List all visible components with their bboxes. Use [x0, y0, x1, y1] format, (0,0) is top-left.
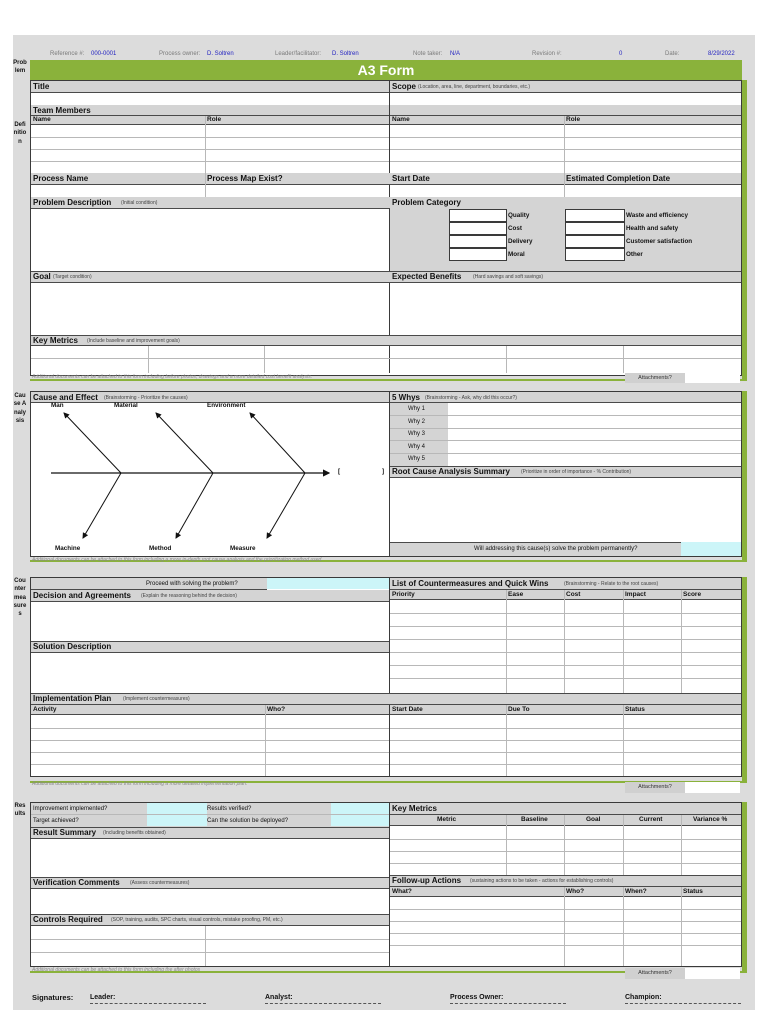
signatures-label: Signatures:: [32, 993, 74, 1002]
signature-champion-line[interactable]: [625, 1003, 741, 1004]
followup-label: Follow-up Actions: [392, 876, 462, 885]
section-problem-definition: [30, 80, 742, 376]
countermeasures-hint: (Brainstorming - Relate to the root causes): [564, 581, 659, 587]
impl-due-col: Due To: [508, 706, 530, 713]
delivery-label: Delivery: [508, 238, 533, 245]
signature-analyst-label: Analyst:: [265, 994, 293, 1001]
waste-checkbox[interactable]: [565, 209, 625, 222]
definition-attachments-label: Attachments?: [625, 373, 685, 383]
solution-deployed-input[interactable]: [331, 815, 389, 826]
solution-input[interactable]: [33, 655, 388, 691]
team-members-header: [31, 105, 741, 116]
verification-input[interactable]: [33, 891, 388, 913]
team-name-col-1: Name: [33, 116, 51, 123]
other-label: Other: [626, 251, 643, 258]
counter-attachments-label: Attachments?: [625, 782, 685, 793]
variance-col: Variance %: [693, 816, 728, 823]
side-label-countermeasures: Countermeasures: [13, 578, 27, 618]
implementation-label: Implementation Plan: [33, 694, 112, 703]
team-columns-header: [31, 116, 741, 125]
why-2-label: Why 2: [408, 419, 426, 425]
note-taker-value[interactable]: N/A: [450, 51, 461, 57]
problem-description-hint: (Initial condition): [121, 200, 158, 206]
cause-method: Method: [149, 545, 172, 552]
bone-measure: [267, 473, 305, 538]
cause-material: Material: [114, 402, 138, 409]
bone-material: [156, 413, 213, 473]
why-4-label: Why 4: [408, 444, 426, 450]
proceed-label: Proceed with solving the problem?: [146, 581, 238, 587]
solve-permanently-label: Will addressing this cause(s) solve the problem permanently?: [474, 546, 638, 552]
cause-effect-hint: (Brainstorming - Prioritize the causes): [104, 395, 188, 401]
section-cause-analysis: [30, 391, 742, 557]
result-summary-hint: (Including benefits obtained): [103, 830, 166, 836]
bone-man: [64, 413, 121, 473]
controls-required-hint: (SOP, training, audits, SPC charts, visual controls, mistake proofing, PM, etc.): [111, 917, 283, 923]
side-label-problem: Problem: [13, 60, 27, 75]
cost-checkbox[interactable]: [449, 222, 507, 235]
scope-input[interactable]: [392, 95, 739, 105]
section-countermeasures: [30, 577, 742, 777]
process-map-input[interactable]: [207, 186, 387, 196]
why-1-label: Why 1: [408, 406, 426, 412]
followup-hint: (sustaining actions to be taken - actions for establishing controls): [470, 878, 614, 884]
result-summary-label: Result Summary: [33, 828, 97, 837]
definition-attachments-input[interactable]: [685, 373, 740, 383]
effect-bracket-close: ]: [382, 468, 385, 475]
revision-value[interactable]: 0: [619, 51, 623, 57]
decision-label: Decision and Agreements: [33, 591, 131, 600]
customer-checkbox[interactable]: [565, 235, 625, 248]
fishbone-diagram: [31, 403, 389, 556]
signature-leader-label: Leader:: [90, 994, 116, 1001]
cm-ease-col: Ease: [508, 591, 524, 598]
improvement-implemented-input[interactable]: [147, 803, 207, 814]
process-map-label: Process Map Exist?: [207, 174, 283, 183]
start-date-input[interactable]: [392, 186, 562, 196]
current-col: Current: [639, 816, 663, 823]
process-name-input[interactable]: [33, 186, 203, 196]
signature-leader-line[interactable]: [90, 1003, 206, 1004]
customer-label: Customer satisfaction: [626, 238, 693, 245]
proceed-input[interactable]: [267, 578, 389, 589]
rca-summary-input[interactable]: [392, 480, 739, 540]
five-whys-label: 5 Whys: [392, 393, 421, 402]
leader-value[interactable]: D. Soltren: [332, 51, 359, 57]
delivery-checkbox[interactable]: [449, 235, 507, 248]
team-name-col-2: Name: [392, 116, 410, 123]
est-completion-input[interactable]: [566, 186, 739, 196]
counter-attachments-input[interactable]: [685, 782, 740, 793]
results-note: Additional documents can be attached to this form including the after photos: [32, 967, 201, 973]
results-attachments-label: Attachments?: [625, 968, 685, 979]
process-name-label: Process Name: [33, 174, 89, 183]
signature-analyst-line[interactable]: [265, 1003, 381, 1004]
side-label-definition: Definition: [13, 122, 27, 145]
key-metrics-label: Key Metrics: [33, 336, 78, 345]
impl-status-col: Status: [625, 706, 645, 713]
leader-label: Leader/facilitator:: [275, 51, 322, 57]
five-whys-hint: (Brainstorming - Ask, why did this occur?): [425, 395, 517, 401]
signature-champion-label: Champion:: [625, 994, 662, 1001]
solution-label: Solution Description: [33, 642, 112, 651]
reference-label: Reference #:: [50, 51, 85, 57]
reference-value[interactable]: 000-0001: [91, 51, 117, 57]
effect-bracket-open: [: [338, 468, 341, 475]
why-5-label: Why 5: [408, 456, 426, 462]
est-completion-label: Estimated Completion Date: [566, 174, 671, 183]
team-role-col-2: Role: [566, 116, 581, 123]
moral-checkbox[interactable]: [449, 248, 507, 261]
health-checkbox[interactable]: [565, 222, 625, 235]
form-title: A3 Form: [30, 60, 742, 80]
team-members-label: Team Members: [33, 106, 91, 115]
why-answers-input[interactable]: [450, 404, 739, 464]
bone-machine: [83, 473, 121, 538]
cause-effect-label: Cause and Effect: [33, 393, 98, 402]
scope-label: Scope: [392, 82, 417, 91]
followup-who-col: Who?: [566, 888, 585, 895]
title-label: Title: [33, 82, 50, 91]
title-header: [31, 81, 390, 93]
goal-col: Goal: [586, 816, 601, 823]
improvement-implemented-label: Improvement implemented?: [33, 806, 108, 812]
section-results: [30, 802, 742, 967]
followup-when-col: When?: [625, 888, 647, 895]
cm-score-col: Score: [683, 591, 702, 598]
start-date-label: Start Date: [392, 174, 430, 183]
health-label: Health and safety: [626, 225, 679, 232]
waste-label: Waste and efficiency: [626, 212, 689, 219]
cause-man: Man: [51, 402, 64, 409]
decision-hint: (Explain the reasoning behind the decision): [141, 593, 237, 599]
cause-machine: Machine: [55, 545, 81, 552]
verification-label: Verification Comments: [33, 878, 120, 887]
effect-input[interactable]: [343, 467, 381, 477]
side-label-cause-analysis: Cause Analysis: [13, 393, 27, 424]
key-metrics-hint: (Include baseline and improvement goals): [87, 338, 180, 344]
cm-priority-col: Priority: [392, 591, 415, 598]
impl-activity-col: Activity: [33, 706, 57, 713]
target-achieved-label: Target achieved?: [33, 818, 79, 824]
goal-hint: (Target condition): [53, 274, 92, 280]
cause-note: Additional documents can be attached to this form including a more in-depth root cause analysis and the prioritization method used.: [32, 557, 323, 563]
signature-owner-label: Process Owner:: [450, 994, 504, 1001]
impl-who-col: Who?: [267, 706, 286, 713]
signature-owner-line[interactable]: [450, 1003, 566, 1004]
bone-environment: [250, 413, 305, 473]
results-key-metrics-header: [390, 803, 741, 815]
why-3-label: Why 3: [408, 431, 426, 437]
bone-method: [176, 473, 213, 538]
cm-cost-col: Cost: [566, 591, 581, 598]
side-label-results: Results: [14, 803, 26, 818]
note-taker-label: Note taker:: [413, 51, 443, 57]
expected-benefits-label: Expected Benefits: [392, 272, 462, 281]
countermeasures-label: List of Countermeasures and Quick Wins: [392, 579, 549, 588]
decision-input[interactable]: [33, 604, 388, 640]
controls-required-label: Controls Required: [33, 915, 103, 924]
target-achieved-input[interactable]: [147, 815, 207, 826]
scope-hint: (Location, area, line, department, boundaries, etc.): [418, 84, 531, 90]
cause-environment: Environment: [207, 402, 246, 409]
results-verified-input[interactable]: [331, 803, 389, 814]
solve-permanently-input[interactable]: [681, 542, 741, 556]
quality-checkbox[interactable]: [449, 209, 507, 222]
cm-impact-col: Impact: [625, 591, 646, 598]
results-verified-label: Results verified?: [207, 806, 252, 812]
date-value[interactable]: 8/29/2022: [708, 51, 735, 57]
process-owner-value[interactable]: D. Soltren: [207, 51, 234, 57]
metric-col: Metric: [437, 816, 457, 823]
verification-hint: (Assess countermeasures): [130, 880, 190, 886]
rca-summary-label: Root Cause Analysis Summary: [392, 467, 510, 476]
result-summary-input[interactable]: [33, 841, 388, 875]
moral-label: Moral: [508, 251, 525, 258]
expected-benefits-input[interactable]: [392, 285, 739, 333]
expected-benefits-hint: (Hard savings and soft savings): [473, 274, 544, 280]
team-role-col-1: Role: [207, 116, 222, 123]
cause-measure: Measure: [230, 545, 256, 552]
goal-input[interactable]: [33, 285, 388, 333]
goal-label: Goal: [33, 272, 51, 281]
definition-note: Additional documents can be attached to this form including before photos, drawings and a more detailed cost benefit analysis.: [32, 374, 313, 380]
problem-description-label: Problem Description: [33, 198, 112, 207]
followup-what-col: What?: [392, 888, 412, 895]
other-checkbox[interactable]: [565, 248, 625, 261]
counter-note: Additional documents can be attached to this form including a more detailed implementation plan.: [32, 781, 248, 787]
followup-status-col: Status: [683, 888, 703, 895]
problem-category-label: Problem Category: [392, 198, 461, 207]
title-input[interactable]: [33, 95, 388, 105]
date-label: Date:: [665, 51, 680, 57]
impl-start-col: Start Date: [392, 706, 423, 713]
results-attachments-input[interactable]: [685, 968, 740, 979]
rca-summary-hint: (Prioritize in order of importance - % Contribution): [521, 469, 632, 475]
results-key-metrics-label: Key Metrics: [392, 804, 437, 813]
solution-deployed-label: Can the solution be deployed?: [207, 818, 289, 824]
cost-label: Cost: [508, 225, 522, 232]
implementation-hint: (Implement countermeasures): [123, 696, 190, 702]
quality-label: Quality: [508, 212, 530, 219]
baseline-col: Baseline: [521, 816, 548, 823]
problem-description-input[interactable]: [33, 211, 388, 269]
a3-form-sheet: [13, 35, 755, 1010]
revision-label: Revision #:: [532, 51, 562, 57]
process-owner-label: Process owner:: [159, 51, 201, 57]
